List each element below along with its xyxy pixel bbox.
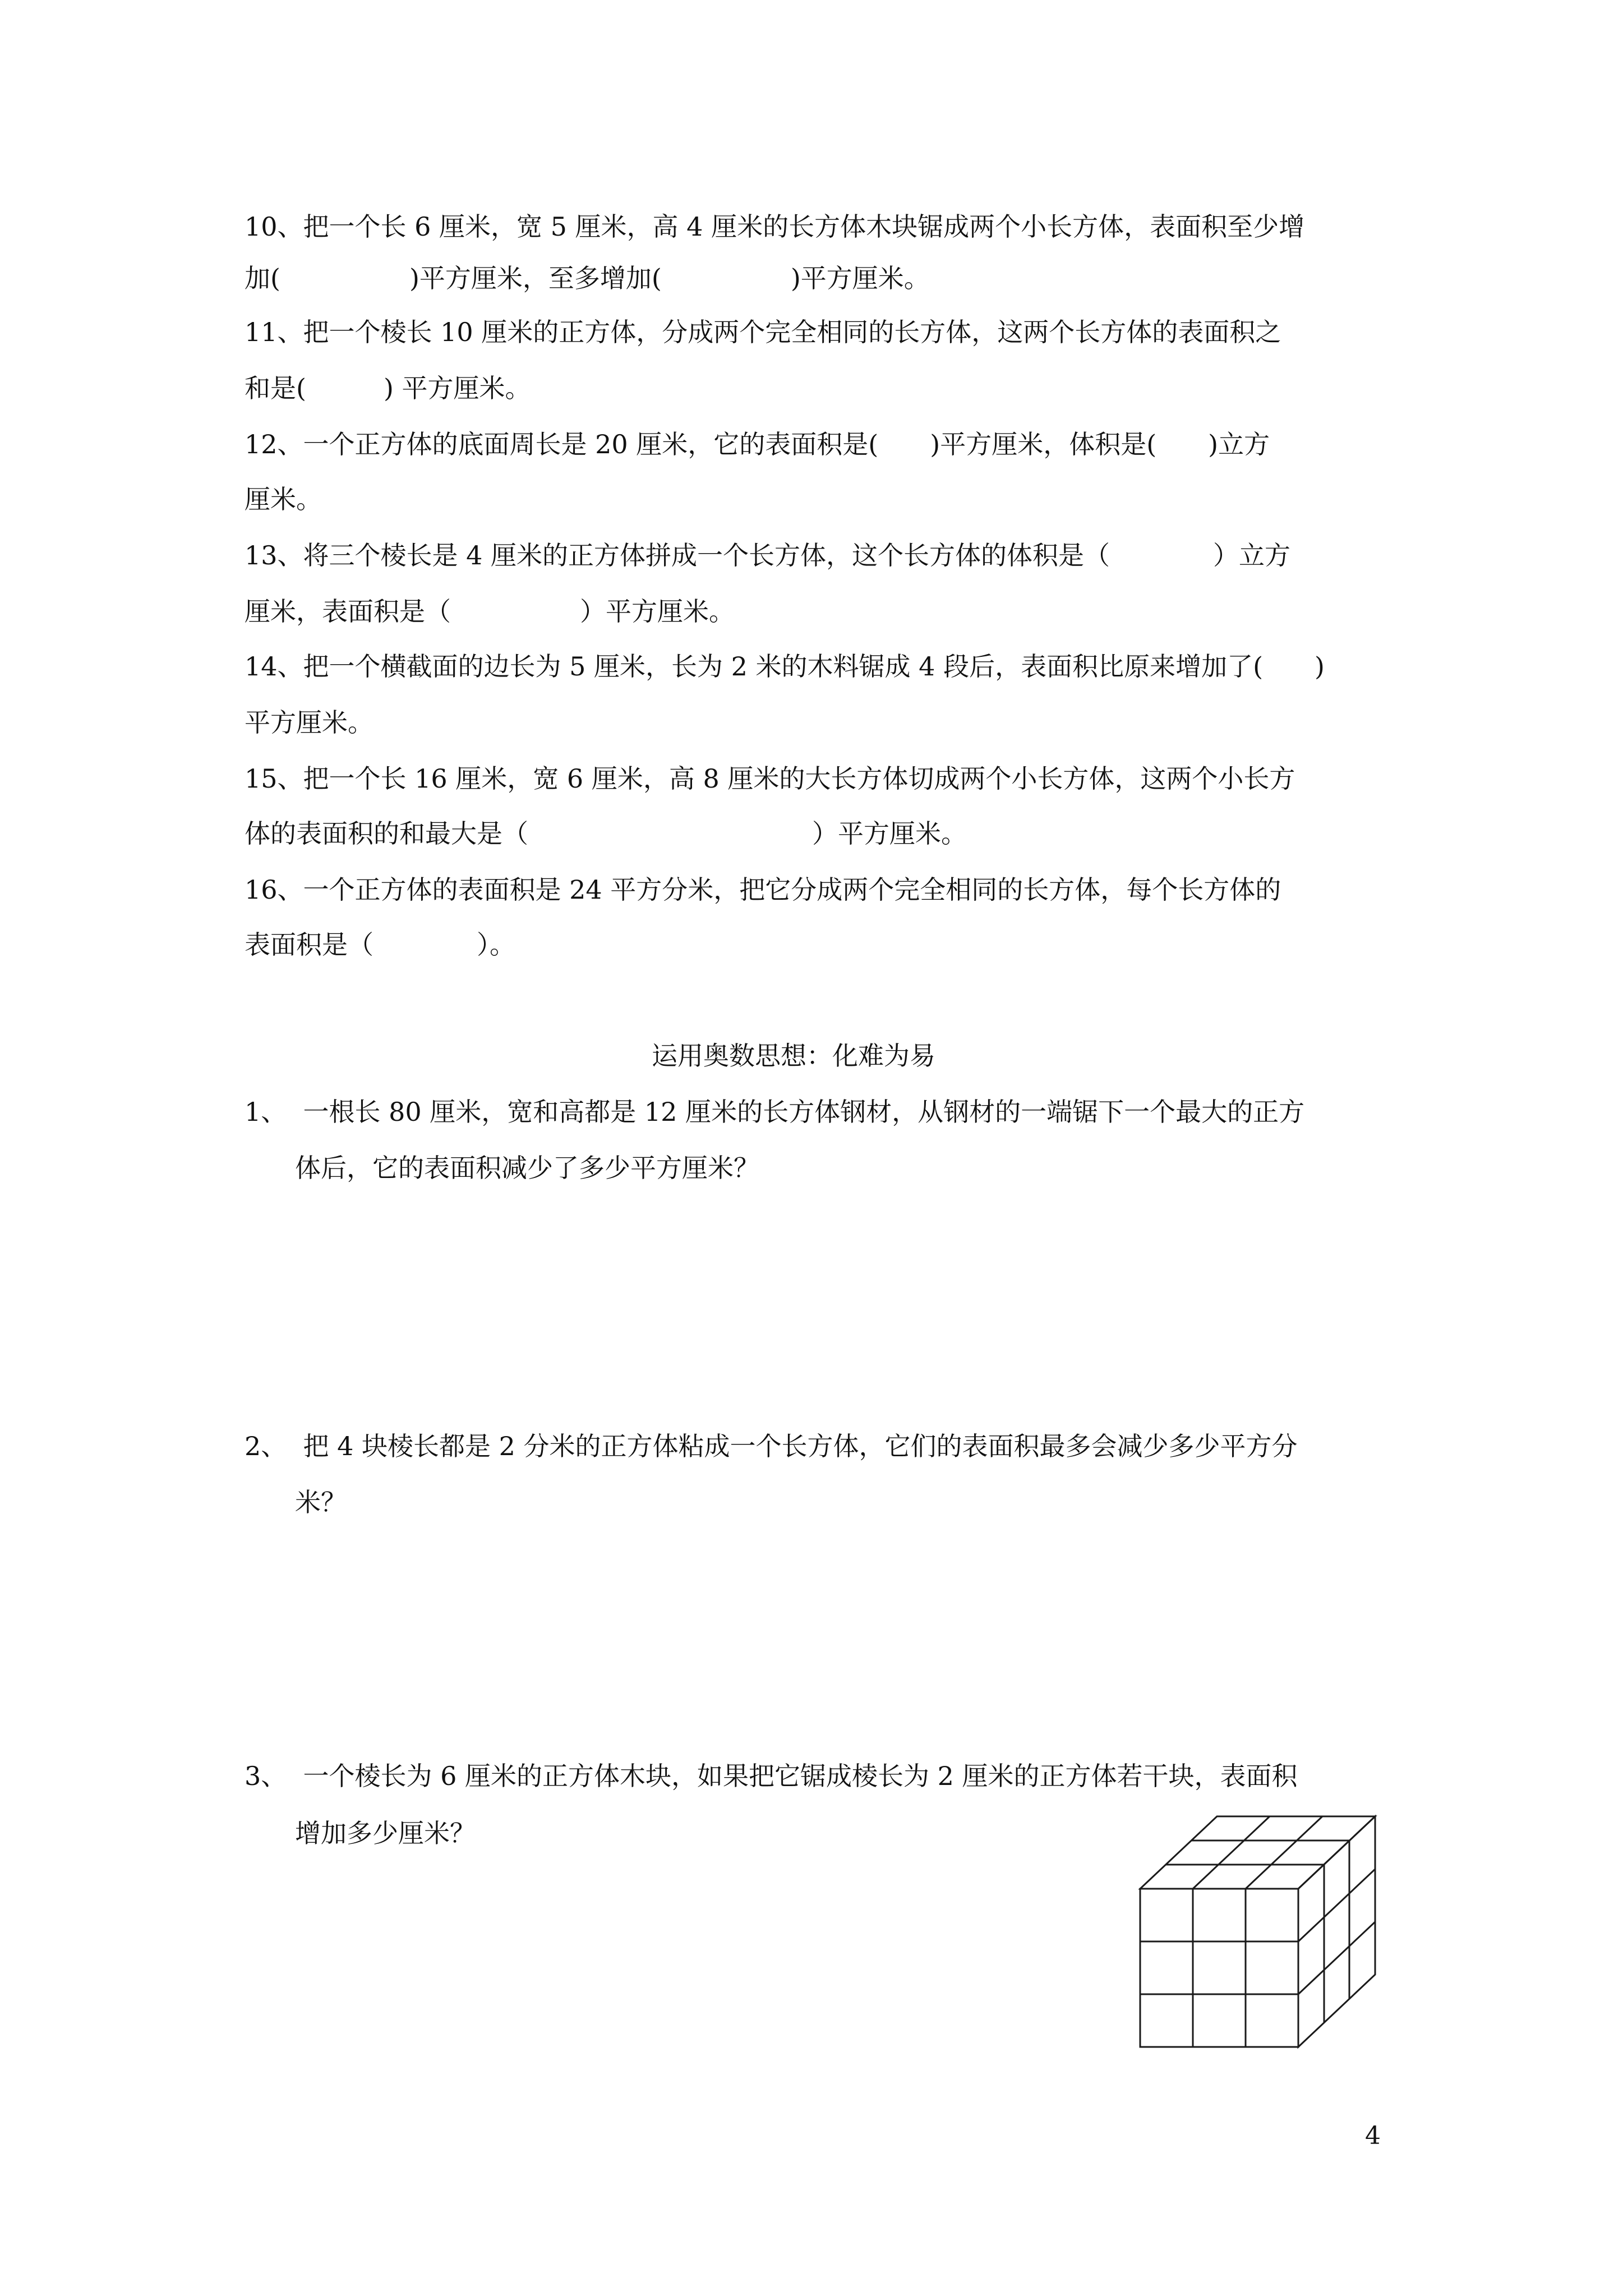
cube-grid-svg <box>1138 1815 1396 2050</box>
question-12-line-1: 12、一个正方体的底面周长是 20 厘米，它的表面积是( )平方厘米，体积是( )立方 <box>245 429 1270 459</box>
page-number: 4 <box>1365 2122 1381 2150</box>
question-10-line-1: 10、把一个长 6 厘米，宽 5 厘米，高 4 厘米的长方体木块锯成两个小长方体，表面积至少增 <box>245 211 1305 242</box>
question-13-line-2: 厘米，表面积是（ ）平方厘米。 <box>245 596 735 627</box>
question-15-line-1: 15、把一个长 16 厘米，宽 6 厘米，高 8 厘米的大长方体切成两个小长方体，这两个小长方 <box>245 763 1295 794</box>
question-10-line-2: 加( )平方厘米，至多增加( )平方厘米。 <box>245 263 930 293</box>
problem-2-line-1: 2、 把 4 块棱长都是 2 分米的正方体粘成一个长方体，它们的表面积最多会减少多少平方分 <box>245 1431 1298 1461</box>
problem-1-line-1: 1、 一根长 80 厘米，宽和高都是 12 厘米的长方体钢材，从钢材的一端锯下一个最大的正方 <box>245 1097 1305 1127</box>
problem-3-line-1: 3、 一个棱长为 6 厘米的正方体木块，如果把它锯成棱长为 2 厘米的正方体若干块，表面积 <box>245 1761 1298 1791</box>
question-15-line-2: 体的表面积的和最大是（ ）平方厘米。 <box>245 818 967 849</box>
question-13-line-1: 13、将三个棱长是 4 厘米的正方体拼成一个长方体，这个长方体的体积是（ ）立方 <box>245 540 1291 570</box>
question-14-line-2: 平方厘米。 <box>245 707 374 738</box>
question-11-line-1: 11、把一个棱长 10 厘米的正方体，分成两个完全相同的长方体，这两个长方体的表面积之 <box>245 317 1281 347</box>
problem-1-line-2: 体后，它的表面积减少了多少平方厘米？ <box>295 1153 759 1183</box>
question-16-line-2: 表面积是（ ）。 <box>245 930 515 960</box>
question-12-line-2: 厘米。 <box>245 484 322 514</box>
section-title: 运用奥数思想：化难为易 <box>652 1041 935 1071</box>
problem-2-line-2: 米？ <box>295 1487 347 1517</box>
question-16-line-1: 16、一个正方体的表面积是 24 平方分米，把它分成两个完全相同的长方体，每个长方体的 <box>245 875 1281 905</box>
problem-3-line-2: 增加多少厘米？ <box>295 1818 476 1848</box>
question-14-line-1: 14、把一个横截面的边长为 5 厘米，长为 2 米的木料锯成 4 段后，表面积比原来增加了( ) <box>245 651 1325 682</box>
cube-grid-3x3x3-icon <box>1138 1815 1396 2053</box>
question-11-line-2: 和是( ) 平方厘米。 <box>245 373 531 403</box>
